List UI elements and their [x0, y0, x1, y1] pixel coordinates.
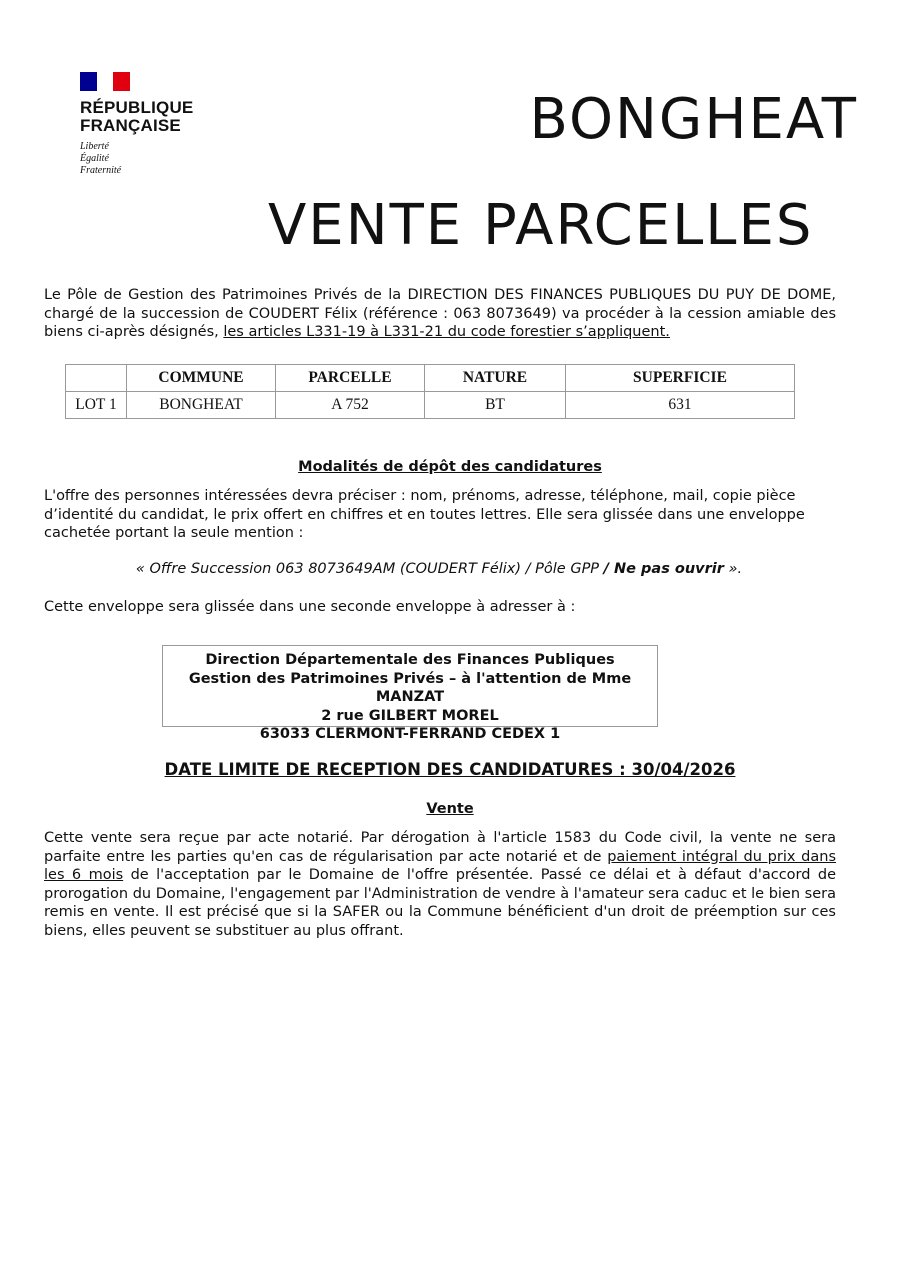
- vente-text-before: Cette vente sera reçue par acte notarié. Par dérogation à l'article 1583 du Code civil, la vente ne sera parfaite entre les parties qu'en cas de régularisation par acte notarié et de: [44, 830, 836, 865]
- vente-heading: Vente: [426, 801, 474, 817]
- vente-text-after: de l'acceptation par le Domaine de l'offre présentée. Passé ce délai et à défaut d'accord de prorogation du Domaine, l'engagement par l'Administration de vendre à l'amateur sera caduc et le bien sera remis en vente. Il est précisé que si la SAFER ou la Commune bénéficient d'un droit de préemption sur ces biens, elles peuvent se substituer au plus offrant.: [44, 867, 836, 939]
- table-row: [66, 392, 795, 419]
- intro-text: Le Pôle de Gestion des Patrimoines Privés de la DIRECTION DES FINANCES PUBLIQUES DU PUY DE DOME, chargé de la succession de COUDERT Félix (référence : 063 8073649) va procéder à la cession amiable des biens ci-après désignés,: [44, 287, 836, 340]
- french-flag-icon: [80, 72, 130, 91]
- logo-francaise: FRANÇAISE: [80, 116, 181, 135]
- mention-prefix: « Offre Succession 063 8073649AM (COUDERT Félix) / Pôle GPP: [135, 561, 604, 577]
- cell-parcelle: A 752: [276, 392, 425, 419]
- header-lot: [66, 365, 127, 392]
- modalites-paragraph: L'offre des personnes intéressées devra préciser : nom, prénoms, adresse, téléphone, mail, copie pièce d’identité du candidat, le prix offert en chiffres et en toutes lettres. Elle sera glissée dans une enveloppe cachetée portant la seule mention :: [44, 488, 805, 541]
- cell-commune: BONGHEAT: [127, 392, 276, 419]
- header-parcelle: PARCELLE: [276, 365, 425, 392]
- motto: [80, 141, 193, 177]
- modalites-heading: Modalités de dépôt des candidatures: [298, 459, 602, 475]
- motto-egalite: Égalité: [80, 153, 109, 164]
- cell-superficie: 631: [566, 392, 795, 419]
- motto-liberte: Liberté: [80, 141, 109, 152]
- second-envelope-text: Cette enveloppe sera glissée dans une seconde enveloppe à adresser à :: [44, 599, 576, 615]
- lots-table: [65, 364, 795, 419]
- mention-bold: / Ne pas ouvrir: [603, 561, 724, 577]
- deadline-heading: DATE LIMITE DE RECEPTION DES CANDIDATURES : 30/04/2026: [164, 760, 736, 779]
- address-line-4: 63033 CLERMONT-FERRAND CEDEX 1: [259, 726, 561, 742]
- header-nature: NATURE: [425, 365, 566, 392]
- republique-francaise-logo: [80, 72, 193, 177]
- table-header-row: [66, 365, 795, 392]
- header-commune: COMMUNE: [127, 365, 276, 392]
- header-superficie: SUPERFICIE: [566, 365, 795, 392]
- address-line-2: Gestion des Patrimoines Privés – à l'attention de Mme MANZAT: [188, 670, 632, 705]
- logo-text: [80, 99, 193, 135]
- sale-title: VENTE PARCELLES: [268, 193, 814, 258]
- logo-republique: RÉPUBLIQUE: [80, 98, 194, 117]
- envelope-mention: [0, 561, 878, 577]
- intro-forest-code: les articles L331-19 à L331-21 du code forestier s’appliquent.: [223, 324, 670, 340]
- address-line-3: 2 rue GILBERT MOREL: [321, 707, 499, 724]
- address-line-1: Direction Départementale des Finances Publiques: [205, 652, 615, 668]
- cell-lot: LOT 1: [66, 392, 127, 419]
- intro-paragraph: [44, 286, 836, 342]
- motto-fraternite: Fraternité: [80, 165, 122, 176]
- vente-payment-term: paiement intégral du prix dans les 6 mois: [44, 848, 836, 883]
- commune-title: BONGHEAT: [529, 87, 858, 152]
- cell-nature: BT: [425, 392, 566, 419]
- vente-paragraph: [44, 829, 836, 940]
- address-box: [162, 645, 658, 742]
- mention-suffix: ».: [723, 561, 743, 577]
